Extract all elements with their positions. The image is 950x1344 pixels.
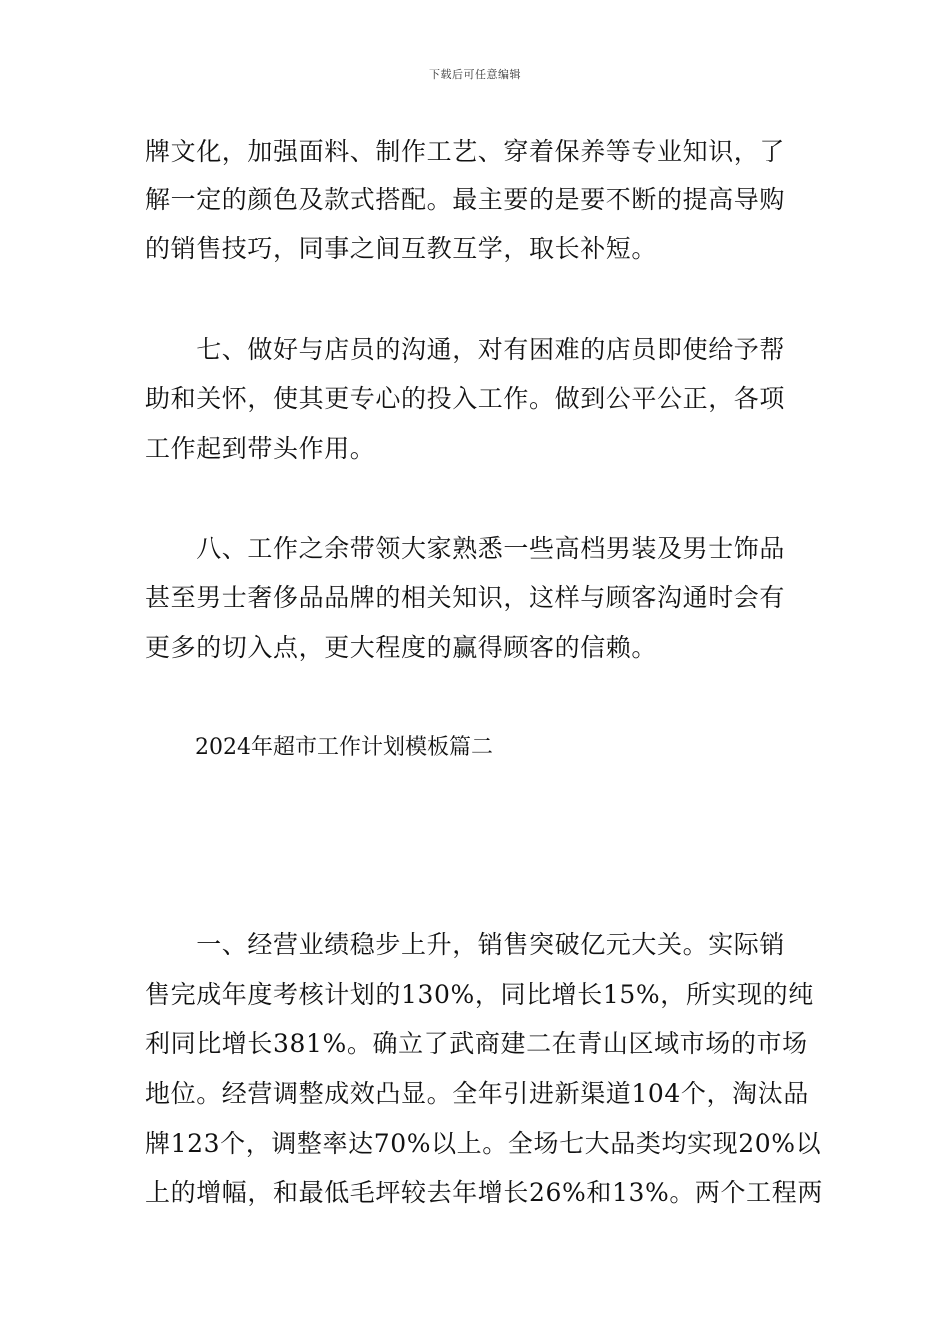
final-paragraph-line-3: 利同比增长381%。确立了武商建二在青山区域市场的市场	[145, 1029, 808, 1058]
final-paragraph-line-6: 上的增幅，和最低毛坪较去年增长26%和13%。两个工程两	[145, 1178, 823, 1207]
paragraph-3-line-2: 甚至男士奢侈品品牌的相关知识，这样与顾客沟通时会有	[145, 583, 786, 612]
paragraph-1-line-3: 的销售技巧，同事之间互教互学，取长补短。	[145, 234, 658, 263]
final-paragraph-line-1: 一、经营业绩稳步上升，销售突破亿元大关。实际销	[145, 930, 786, 959]
paragraph-2-line-1: 七、做好与店员的沟通，对有困难的店员即使给予帮	[145, 335, 786, 364]
paragraph-3-line-1: 八、工作之余带领大家熟悉一些高档男装及男士饰品	[145, 534, 786, 563]
final-paragraph-line-5: 牌123个，调整率达70%以上。全场七大品类均实现20%以	[145, 1129, 822, 1158]
final-paragraph-line-2: 售完成年度考核计划的130%，同比增长15%，所实现的纯	[145, 980, 814, 1009]
page-header: 下载后可任意编辑	[429, 68, 521, 81]
paragraph-3-line-3: 更多的切入点，更大程度的赢得顾客的信赖。	[145, 633, 658, 662]
section-title: 2024年超市工作计划模板篇二	[195, 735, 493, 760]
paragraph-1-line-2: 解一定的颜色及款式搭配。最主要的是要不断的提高导购	[145, 185, 786, 214]
paragraph-2-line-3: 工作起到带头作用。	[145, 434, 376, 463]
final-paragraph-line-4: 地位。经营调整成效凸显。全年引进新渠道104个，淘汰品	[145, 1079, 809, 1108]
paragraph-1-line-1: 牌文化，加强面料、制作工艺、穿着保养等专业知识，了	[145, 137, 786, 166]
paragraph-2-line-2: 助和关怀，使其更专心的投入工作。做到公平公正，各项	[145, 384, 786, 413]
